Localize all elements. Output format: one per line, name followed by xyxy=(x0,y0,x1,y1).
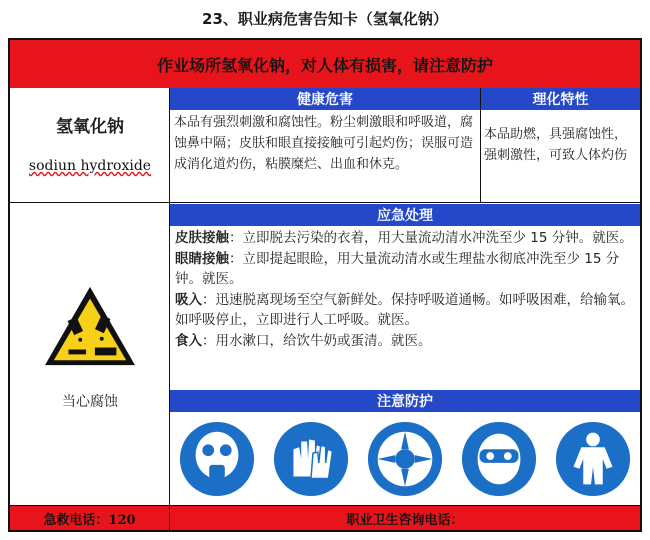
substance-name-en: sodiun hydroxide xyxy=(28,158,152,174)
protective-clothing-icon xyxy=(366,420,444,498)
substance-name-cn: 氢氧化钠 xyxy=(56,117,124,137)
goggles-icon xyxy=(460,420,538,498)
gloves-icon xyxy=(272,420,350,498)
emergency-text xyxy=(175,228,637,390)
substance-name-cell xyxy=(10,88,170,203)
emergency-heading: 应急处理 xyxy=(170,204,640,226)
warning-sign-cell xyxy=(10,203,170,505)
protection-heading: 注意防护 xyxy=(170,390,640,412)
physical-text: 本品助燃，具强腐蚀性，强刺激性，可致人体灼伤 xyxy=(484,127,628,163)
protection-icons xyxy=(170,413,640,505)
warning-sign-label: 当心腐蚀 xyxy=(62,394,118,410)
health-hazard-heading: 健康危害 xyxy=(170,88,480,110)
health-hazard-text: 本品有强烈刺激和腐蚀性。粉尘刺激眼和呼吸道，腐蚀鼻中隔；皮肤和眼直接接触可引起灼伤；误服可造成消化道灼伤，粘膜糜烂、出血和休克。 xyxy=(174,115,474,172)
emergency-item: 皮肤接触：立即脱去污染的衣着，用大量流动清水冲洗至少 15 分钟。就医。 xyxy=(175,230,633,246)
corrosion-warning-icon xyxy=(41,283,139,371)
gas-mask-icon xyxy=(178,420,256,498)
emergency-item: 眼睛接触：立即提起眼睑，用大量流动清水或生理盐水彻底冲洗至少 15 分钟。就医。 xyxy=(175,250,620,287)
physical-heading: 理化特性 xyxy=(480,88,640,110)
emergency-item: 吸入：迅速脱离现场至空气新鲜处。保持呼吸道通畅。如呼吸困难，给输氧。如呼吸停止，立即进行人工呼吸。就医。 xyxy=(175,291,634,328)
page-title: 23、职业病危害告知卡（氢氧化钠） xyxy=(202,10,448,28)
consult-phone: 职业卫生咨询电话： xyxy=(170,506,640,530)
emergency-phone: 急救电话：120 xyxy=(10,506,170,530)
hazard-card xyxy=(8,38,642,532)
emergency-item: 食入：用水漱口，给饮牛奶或蛋清。就医。 xyxy=(175,332,432,349)
protective-suit-icon xyxy=(554,420,632,498)
warning-banner: 作业场所氢氧化钠，对人体有损害，请注意防护 xyxy=(10,40,640,88)
